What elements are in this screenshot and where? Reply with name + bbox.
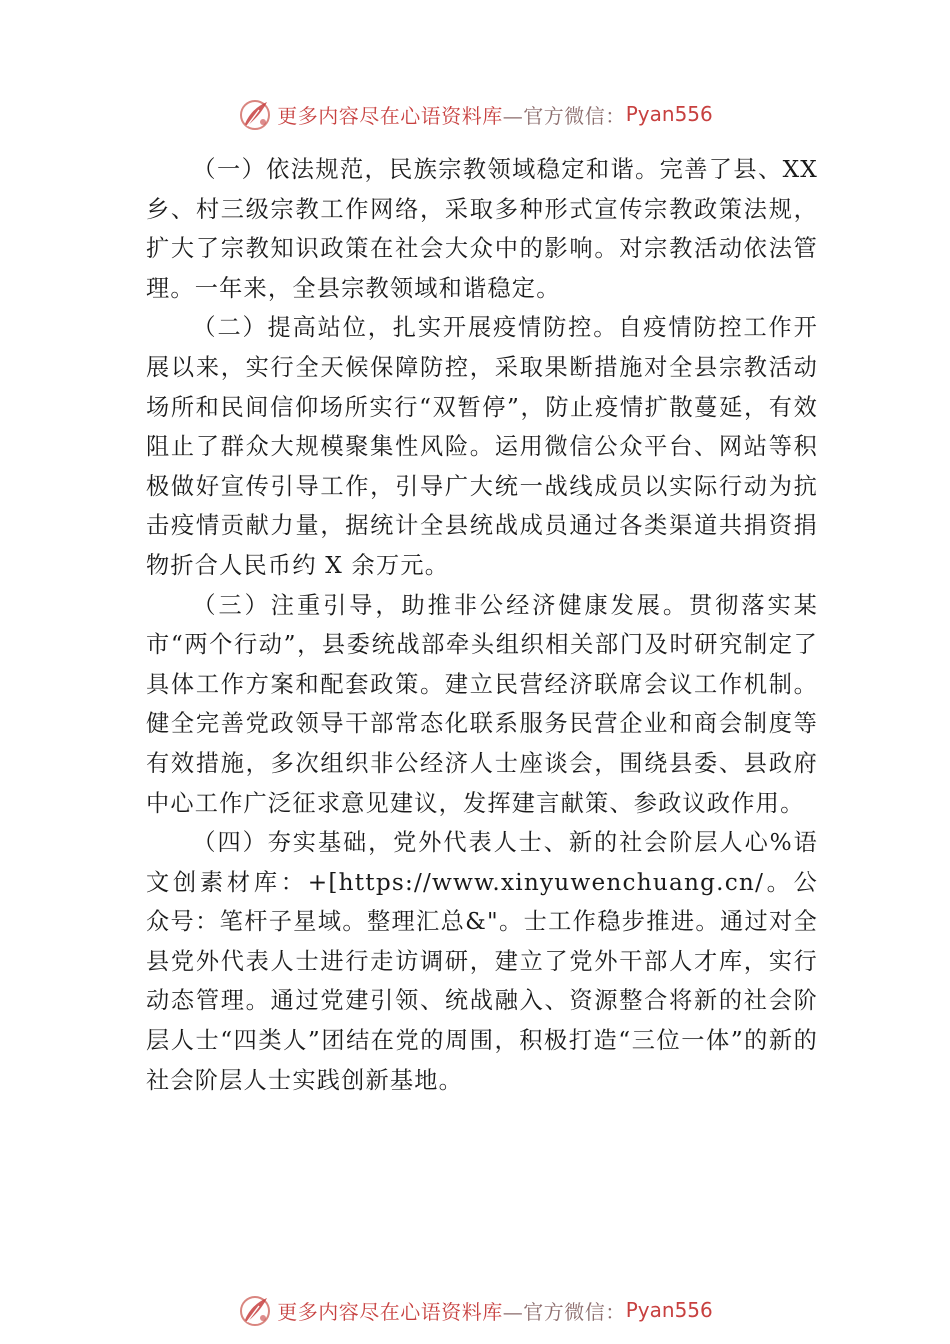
banner-wechat-id: Pyan556	[625, 1298, 713, 1322]
paragraph-2: （二）提高站位，扎实开展疫情防控。自疫情防控工作开展以来，实行全天候保障防控，采取果断措施对全县宗教活动场所和民间信仰场所实行“双暂停”，防止疫情扩散蔓延，有效阻止了群众大规模聚集性风险。运用微信公众平台、网站等积极做好宣传引导工作，引导广大统一战线成员以实际行动为抗击疫情贡献力量，据统计全县统战成员通过各类渠道共捐资捐物折合人民币约 X 余万元。	[146, 314, 818, 579]
document-body	[146, 150, 818, 1100]
footer-watermark-banner	[0, 1290, 950, 1330]
banner-wechat-label: —官方微信：	[502, 1299, 626, 1324]
leaf-pen-logo-icon	[237, 96, 273, 132]
paragraph-4: （四）夯实基础，党外代表人士、新的社会阶层人心%语文创素材库：+[https://www.xinyuwenchuang.cn/。公众号：笔杆子星域。整理汇总&"。士工作稳步推进。通过对全县党外代表人士进行走访调研，建立了党外干部人才库，实行动态管理。通过党建引领、统战融入、资源整合将新的社会阶层人士“四类人”团结在党的周围，积极打造“三位一体”的新的社会阶层人士实践创新基地。	[146, 829, 818, 1094]
paragraph-3: （三）注重引导，助推非公经济健康发展。贯彻落实某市“两个行动”，县委统战部牵头组织相关部门及时研究制定了具体工作方案和配套政策。建立民营经济联席会议工作机制。健全完善党政领导干部常态化联系服务民营企业和商会制度等有效措施，多次组织非公经济人士座谈会，围绕县委、县政府中心工作广泛征求意见建议，发挥建言献策、参政议政作用。	[146, 591, 818, 817]
banner-wechat-id: Pyan556	[625, 102, 713, 126]
banner-site-name: 更多内容尽在心语资料库	[277, 1299, 503, 1324]
banner-wechat-label: —官方微信：	[502, 103, 626, 128]
header-watermark-banner	[0, 94, 950, 134]
leaf-pen-logo-icon	[237, 1292, 273, 1328]
paragraph-1: （一）依法规范，民族宗教领域稳定和谐。完善了县、XX乡、村三级宗教工作网络，采取多种形式宣传宗教政策法规，扩大了宗教知识政策在社会大众中的影响。对宗教活动依法管理。一年来，全县宗教领域和谐稳定。	[146, 156, 818, 302]
banner-site-name: 更多内容尽在心语资料库	[277, 103, 503, 128]
